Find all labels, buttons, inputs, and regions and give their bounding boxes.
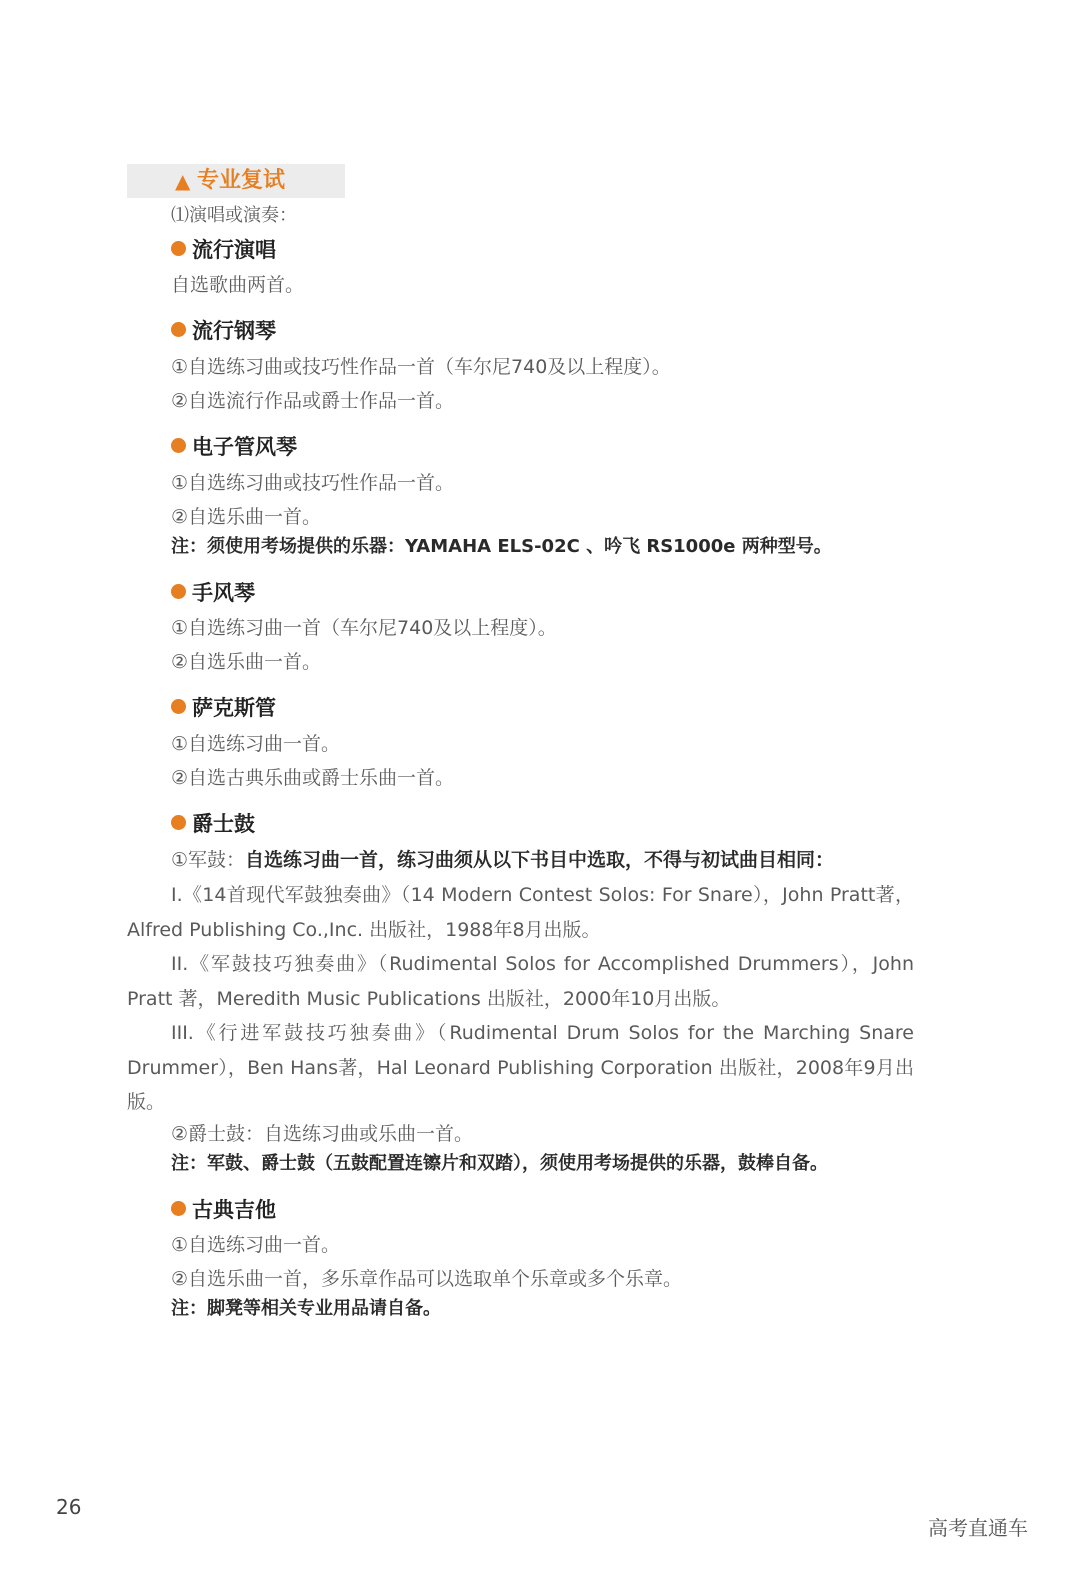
heading-saxophone xyxy=(171,693,276,723)
heading-label: 流行钢琴 xyxy=(192,319,276,343)
bullet-dot-icon xyxy=(171,241,186,256)
bullet-dot-icon xyxy=(171,438,186,453)
heading-label: 爵士鼓 xyxy=(192,812,255,836)
bullet-dot-icon xyxy=(171,322,186,337)
bullet-dot-icon xyxy=(171,815,186,830)
snare-item xyxy=(171,846,834,874)
saxophone-item-2: ②自选古典乐曲或爵士乐曲一首。 xyxy=(171,767,455,789)
page-number: 26 xyxy=(56,1495,82,1519)
snare-label: ①军鼓： xyxy=(171,849,246,871)
heading-label: 电子管风琴 xyxy=(192,435,297,459)
book-3: III.《行进军鼓技巧独奏曲》（Rudimental Drum Solos for the Marching Snare Drummer），Ben Hans著，Hal Leonard Publishing Corporation 出版社，2008年9月出版。 xyxy=(127,1022,914,1113)
heading-accordion xyxy=(171,578,255,608)
bullet-dot-icon xyxy=(171,699,186,714)
guitar-item-1: ①自选练习曲一首。 xyxy=(171,1234,341,1256)
book-2: II.《军鼓技巧独奏曲》（Rudimental Solos for Accomplished Drummers），John Pratt 著，Meredith Music Publications 出版社，2000年10月出版。 xyxy=(127,953,934,1010)
pop-piano-item-2: ②自选流行作品或爵士作品一首。 xyxy=(171,390,455,412)
heading-jazz-drum xyxy=(171,809,255,839)
pop-piano-item-1: ①自选练习曲或技巧性作品一首（车尔尼740及以上程度）。 xyxy=(171,356,671,378)
triangle-icon: ▲ xyxy=(175,169,191,193)
accordion-item-2: ②自选乐曲一首。 xyxy=(171,651,322,673)
accordion-item-1: ①自选练习曲一首（车尔尼740及以上程度）。 xyxy=(171,617,557,639)
heading-organ xyxy=(171,432,297,462)
intro-text: ⑴演唱或演奏： xyxy=(171,205,297,226)
heading-label: 古典吉他 xyxy=(192,1198,276,1222)
brand-watermark: 高考直通车 xyxy=(928,1516,1028,1540)
heading-pop-piano xyxy=(171,316,276,346)
jazz-kit-item: ②爵士鼓：自选练习曲或乐曲一首。 xyxy=(171,1123,474,1145)
section-title: 专业复试 xyxy=(197,168,286,193)
heading-label: 流行演唱 xyxy=(192,238,276,262)
heading-label: 萨克斯管 xyxy=(192,696,276,720)
jazz-drum-note: 注：军鼓、爵士鼓（五鼓配置连镲片和双踏），须使用考场提供的乐器，鼓棒自备。 xyxy=(171,1153,828,1174)
saxophone-item-1: ①自选练习曲一首。 xyxy=(171,733,341,755)
organ-item-2: ②自选乐曲一首。 xyxy=(171,506,322,528)
organ-item-1: ①自选练习曲或技巧性作品一首。 xyxy=(171,472,455,494)
heading-label: 手风琴 xyxy=(192,581,255,605)
section-header xyxy=(127,164,345,198)
guitar-item-2: ②自选乐曲一首，多乐章作品可以选取单个乐章或多个乐章。 xyxy=(171,1268,683,1290)
guitar-note: 注：脚凳等相关专业用品请自备。 xyxy=(171,1298,441,1319)
heading-guitar xyxy=(171,1195,276,1225)
bullet-dot-icon xyxy=(171,1201,186,1216)
book-1: I.《14首现代军鼓独奏曲》（14 Modern Contest Solos: For Snare），John Pratt著，Alfred Publishing Co.,Inc. 出版社，1988年8月出版。 xyxy=(127,884,914,941)
pop-vocal-item-1: 自选歌曲两首。 xyxy=(171,274,305,296)
heading-pop-vocal xyxy=(171,235,276,265)
organ-note: 注：须使用考场提供的乐器：YAMAHA ELS-02C 、吟飞 RS1000e 两种型号。 xyxy=(171,536,832,557)
snare-text: 自选练习曲一首，练习曲须从以下书目中选取，不得与初试曲目相同： xyxy=(245,849,835,871)
bullet-dot-icon xyxy=(171,584,186,599)
